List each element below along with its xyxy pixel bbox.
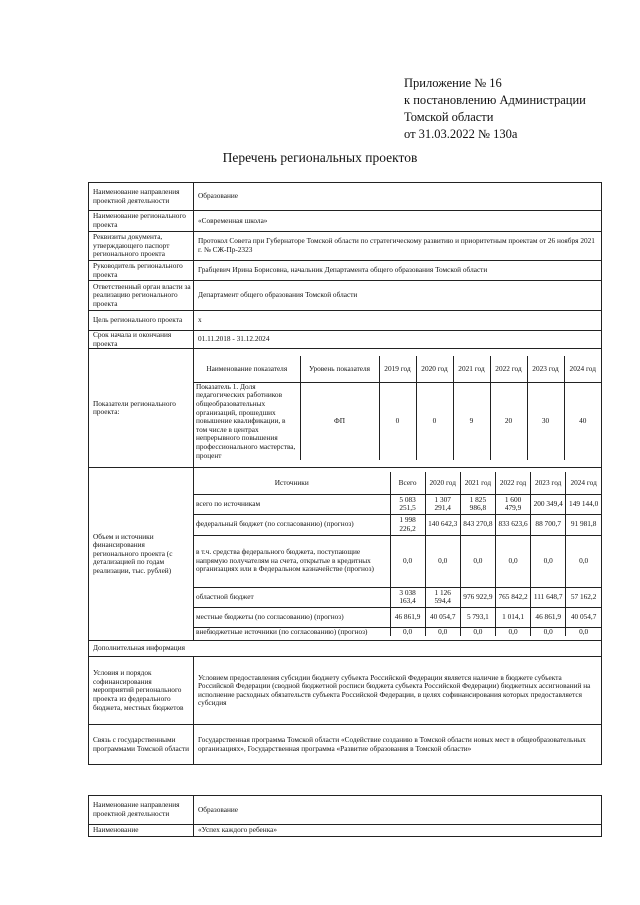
indicator-value: 40 <box>564 382 601 460</box>
source-value: 149 144,0 <box>566 494 601 514</box>
source-total: 1 998 226,2 <box>390 514 425 535</box>
source-value: 88 700,7 <box>531 514 566 535</box>
source-name: внебюджетные источники (по согласованию) (прогноз) <box>194 627 390 636</box>
head-label: Руководитель регионального проекта <box>89 261 194 281</box>
goal-value: х <box>194 311 602 331</box>
source-value: 57 162,2 <box>566 587 601 607</box>
indicators-header-row <box>194 356 601 382</box>
table-row <box>194 587 601 607</box>
table-row <box>194 494 601 514</box>
source-name: областной бюджет <box>194 587 390 607</box>
source-value: 0,0 <box>566 627 601 636</box>
source-value: 40 054,7 <box>566 607 601 627</box>
source-value: 833 623,6 <box>495 514 530 535</box>
source-value: 1 825 986,8 <box>460 494 495 514</box>
year-header: 2019 год <box>379 356 416 382</box>
name-value: «Успех каждого ребенка» <box>194 825 602 837</box>
year-header: 2024 год <box>564 356 601 382</box>
appendix-header <box>404 75 586 143</box>
col-indicator-level: Уровень показателя <box>300 356 379 382</box>
additional-info-heading: Дополнительная информация <box>89 641 602 657</box>
indicator-level: ФП <box>300 382 379 460</box>
project-table-1 <box>88 182 602 765</box>
page-title: Перечень региональных проектов <box>222 150 418 165</box>
cofin-value: Условием предоставления субсидии бюджету субъекта Российской Федерации является наличие в бюджете субъекта Российской Федерации (сводной бюджетной росписи бюджета субъекта Российской Федерации) бюджетных ассигнований на исполнение расходных обязательств субъекта Российской Федерации, в целях софинансирования которых предоставляется субсидия <box>194 657 602 725</box>
source-value: 0,0 <box>531 627 566 636</box>
name-label: Наименование <box>89 825 194 837</box>
col-source: Источники <box>194 472 390 494</box>
source-value: 1 014,1 <box>495 607 530 627</box>
header-line: Томской области <box>404 110 494 124</box>
table-row <box>194 535 601 587</box>
source-value: 40 054,7 <box>425 607 460 627</box>
source-value: 843 270,8 <box>460 514 495 535</box>
source-value: 200 349,4 <box>531 494 566 514</box>
source-value: 1 126 594,4 <box>425 587 460 607</box>
source-value: 0,0 <box>425 535 460 587</box>
indicators-table <box>194 356 601 460</box>
table-row <box>194 607 601 627</box>
source-value: 1 307 291,4 <box>425 494 460 514</box>
year-header: 2022 год <box>490 356 527 382</box>
table-row <box>194 627 601 636</box>
source-value: 111 648,7 <box>531 587 566 607</box>
source-value: 1 600 479,9 <box>495 494 530 514</box>
program-link-value: Государственная программа Томской области «Содействие созданию в Томской области новых мест в общеобразовательных организациях», Государственная программа «Развитие образования в Томской области» <box>194 725 602 765</box>
source-value: 0,0 <box>495 535 530 587</box>
source-value: 0,0 <box>495 627 530 636</box>
direction-value: Образование <box>194 796 602 825</box>
year-header: 2023 год <box>531 472 566 494</box>
source-total: 0,0 <box>390 627 425 636</box>
source-total: 3 038 163,4 <box>390 587 425 607</box>
source-value: 46 861,9 <box>531 607 566 627</box>
source-value: 140 642,3 <box>425 514 460 535</box>
term-value: 01.11.2018 - 31.12.2024 <box>194 331 602 349</box>
direction-value: Образование <box>194 183 602 211</box>
table-row <box>194 514 601 535</box>
indicator-value: 30 <box>527 382 564 460</box>
funding-cell <box>194 468 602 641</box>
source-value: 0,0 <box>566 535 601 587</box>
source-name: всего по источникам <box>194 494 390 514</box>
source-total: 46 861,9 <box>390 607 425 627</box>
funding-table <box>194 472 601 636</box>
source-value: 765 842,2 <box>495 587 530 607</box>
source-name: федеральный бюджет (по согласованию) (прогноз) <box>194 514 390 535</box>
col-total: Всего <box>390 472 425 494</box>
source-value: 91 981,8 <box>566 514 601 535</box>
head-value: Грабцевич Ирина Борисовна, начальник Департамента общего образования Томской области <box>194 261 602 281</box>
source-total: 5 083 251,5 <box>390 494 425 514</box>
doc-value: Протокол Совета при Губернаторе Томской области по стратегическому развитию и приоритетным проектам от 26 ноября 2021 г. № СЖ-Пр-2323 <box>194 232 602 261</box>
table-row <box>194 382 601 460</box>
source-value: 0,0 <box>460 627 495 636</box>
name-label: Наименование регионального проекта <box>89 211 194 232</box>
doc-label: Реквизиты документа, утверждающего паспорт регионального проекта <box>89 232 194 261</box>
direction-label: Наименование направления проектной деятельности <box>89 796 194 825</box>
source-value: 0,0 <box>425 627 460 636</box>
authority-label: Ответственный орган власти за реализацию регионального проекта <box>89 281 194 311</box>
indicator-value: 0 <box>379 382 416 460</box>
funding-label: Объем и источники финансирования регионального проекта (с детализацией по годам реализации, тыс. рублей) <box>89 468 194 641</box>
source-value: 0,0 <box>531 535 566 587</box>
source-name: местные бюджеты (по согласованию) (прогноз) <box>194 607 390 627</box>
indicators-label: Показатели регионального проекта: <box>89 349 194 468</box>
year-header: 2021 год <box>460 472 495 494</box>
source-total: 0,0 <box>390 535 425 587</box>
goal-label: Цель регионального проекта <box>89 311 194 331</box>
funding-header-row <box>194 472 601 494</box>
direction-label: Наименование направления проектной деятельности <box>89 183 194 211</box>
year-header: 2022 год <box>495 472 530 494</box>
indicator-name: Показатель 1. Доля педагогических работников общеобразовательных организаций, прошедших повышение квалификации, в том числе в центрах непрерывного повышения профессионального мастерства, процент <box>194 382 300 460</box>
source-name: в т.ч. средства федерального бюджета, поступающие напрямую получателям на счета, открытые в кредитных организациях или в Федеральном казначействе (прогноз) <box>194 535 390 587</box>
indicators-cell <box>194 349 602 468</box>
header-line: Приложение № 16 <box>404 76 502 90</box>
term-label: Срок начала и окончания проекта <box>89 331 194 349</box>
col-indicator-name: Наименование показателя <box>194 356 300 382</box>
indicator-value: 20 <box>490 382 527 460</box>
header-line: к постановлению Администрации <box>404 93 586 107</box>
header-line: от 31.03.2022 № 130а <box>404 127 518 141</box>
indicator-value: 9 <box>453 382 490 460</box>
source-value: 976 922,9 <box>460 587 495 607</box>
source-value: 0,0 <box>460 535 495 587</box>
cofin-label: Условия и порядок софинансирования мероприятий регионального проекта из федерального бюджета, местных бюджетов <box>89 657 194 725</box>
year-header: 2023 год <box>527 356 564 382</box>
indicator-value: 0 <box>416 382 453 460</box>
program-link-label: Связь с государственными программами Томской области <box>89 725 194 765</box>
authority-value: Департамент общего образования Томской области <box>194 281 602 311</box>
year-header: 2021 год <box>453 356 490 382</box>
year-header: 2020 год <box>416 356 453 382</box>
name-value: «Современная школа» <box>194 211 602 232</box>
project-table-2 <box>88 795 602 837</box>
year-header: 2024 год <box>566 472 601 494</box>
source-value: 5 793,1 <box>460 607 495 627</box>
year-header: 2020 год <box>425 472 460 494</box>
